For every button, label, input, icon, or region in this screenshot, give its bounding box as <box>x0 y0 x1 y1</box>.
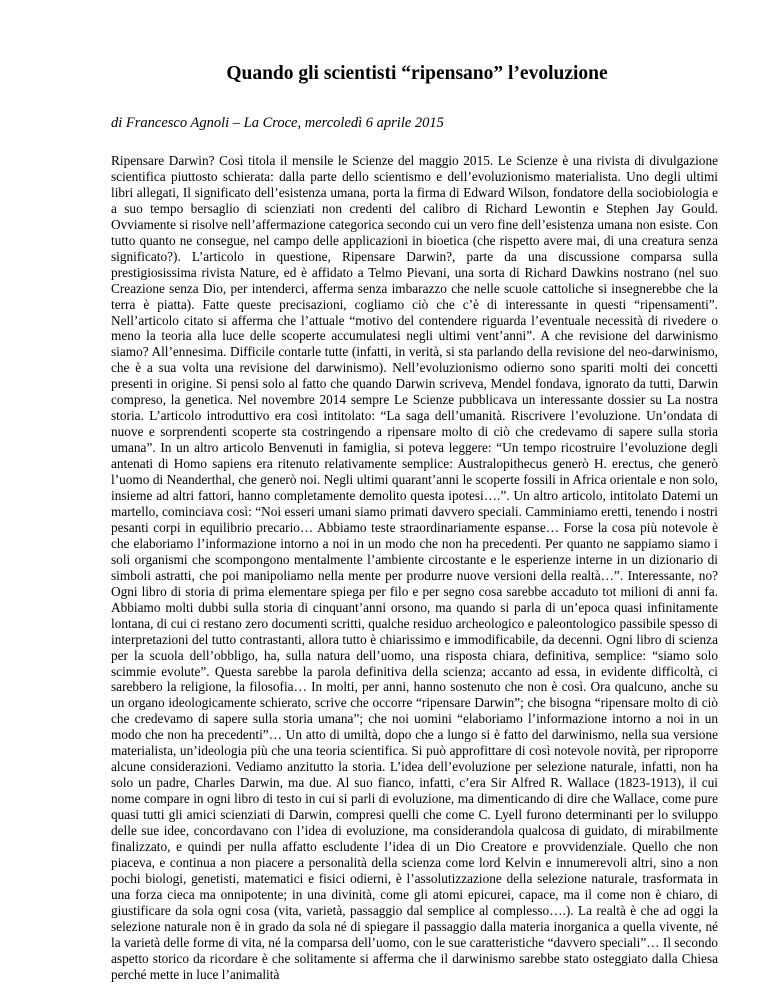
article-body: Ripensare Darwin? Così titola il mensile le Scienze del maggio 2015. Le Scienze è una rivista di divulgazione scientifica piuttosto schierata: dalla parte dello scientismo e dell’evoluzionismo materialista. Uno degli ultimi libri allegati, Il significato dell’esistenza umana, porta la firma di Edward Wilson, fondatore della sociobiologia e a suo tempo bersaglio di scienziati non credenti del calibro di Richard Lewontin e Stephen Jay Gould. Ovviamente si risolve nell’affermazione categorica secondo cui un vero fine dell’esistenza umana non esiste. Con tutto quanto ne consegue, nel campo delle applicazioni in bioetica (che rispetto avere mai, di una creatura senza significato?). L’articolo in questione, Ripensare Darwin?, parte da una discussione comparsa sulla prestigiosissima rivista Nature, ed è affidato a Telmo Pievani, una sorta di Richard Dawkins nostrano (nel suo Creazione senza Dio, per intenderci, afferma senza imbarazzo che nelle scuole cattoliche si insegnerebbe che la terra è piatta). Fatte queste precisazioni, cogliamo ciò che c’è di interessante in questi “ripensamenti”. Nell’articolo citato si afferma che l’attuale “motivo del contendere riguarda l’eventuale necessità di rivedere o meno la teoria alla luce delle scoperte accumulatesi negli ultimi vent’anni”. A che revisione del darwinismo siamo? All’ennesima. Difficile contarle tutte (infatti, in verità, si sta parlando della revisione del neo-darwinismo, che è a sua volta una revisione del darwinismo). Nell’evoluzionismo odierno sono spariti molti dei concetti presenti in origine. Si pensi solo al fatto che quando Darwin scriveva, Mendel fondava, ignorato da tutti, Darwin compreso, la genetica. Nel novembre 2014 sempre Le Scienze pubblicava un interessante dossier su La nostra storia. L’articolo introduttivo era così intitolato: “La saga dell’umanità. Riscrivere l’evoluzione. Un’ondata di nuove e sorprendenti scoperte sta costringendo a ripensare molto di ciò che credevamo di sapere sulla storia umana”. In un altro articolo Benvenuti in famiglia, si poteva leggere: “Un tempo ricostruire l’evoluzione degli antenati di Homo sapiens era ritenuto relativamente semplice: Australopithecus generò H. erectus, che generò l’uomo di Neanderthal, che generò noi. Negli ultimi quarant’anni le scoperte fossili in Africa orientale e non solo, insieme ad altri fattori, hanno completamente demolito questa ipotesi….”. Un altro articolo, intitolato Datemi un martello, cominciava così: “Noi esseri umani siamo primati davvero speciali. Camminiamo eretti, tenendo i nostri pesanti corpi in equilibrio precario… Abbiamo teste straordinariamente espanse… Forse la cosa più notevole è che elaboriamo l’informazione intorno a noi in un modo che non ha precedenti. Per quanto ne sappiamo siamo i soli organismi che scompongono mentalmente l’ambiente circostante e le esperienze interne in un dizionario di simboli astratti, che poi manipoliamo nella mente per produrre nuove versioni della realtà…”. Interessante, no? Ogni libro di storia di prima elementare spiega per filo e per segno cosa sarebbe accaduto tot milioni di anni fa. Abbiamo molti dubbi sulla storia di cinquant’anni orsono, ma quando si parla di un’epoca quasi infinitamente lontana, di cui ci restano zero documenti scritti, qualche residuo archeologico e paleontologico passibile spesso di interpretazioni del tutto contrastanti, allora tutto è chiarissimo e immodificabile, da decenni. Ogni libro di scienza per la scuola dell’obbligo, ha, sulla natura dell’uomo, una risposta chiara, definitiva, semplice: “siamo solo scimmie evolute”. Questa sarebbe la parola definitiva della scienza; accanto ad essa, in evidente difficoltà, ci sarebbero la religione, la filosofia… In molti, per anni, hanno sostenuto che non è così. Ora qualcuno, anche su un organo ideologicamente schierato, scrive che occorre “ripensare Darwin”; che bisogna “ripensare molto di ciò che credevamo di sapere sulla storia umana”; che noi uomini “elaboriamo l’informazione intorno a noi in un modo che non ha precedenti”… Un atto di umiltà, dopo che a lungo si è fatto del darwinismo, nella sua versione materialista, un’ideologia più che una teoria scientifica. Si può approfittare di così notevole novità, per riproporre alcune considerazioni. Vediamo anzitutto la storia. L’idea dell’evoluzione per selezione naturale, infatti, non ha solo un padre, Charles Darwin, ma due. Al suo fianco, infatti, c’era Sir Alfred R. Wallace (1823-1913), il cui nome compare in ogni libro di testo in cui si parli di evoluzione, ma dimenticando di dire che Wallace, come pure quasi tutti gli amici scienziati di Darwin, compresi quelli che come C. Lyell furono determinanti per lo sviluppo delle sue idee, concordavano con l’idea di evoluzione, ma considerandola qualcosa di guidato, di mirabilmente finalizzato, e quindi per nulla affatto escludente l’idea di un Dio Creatore e provvidenziale. Quello che non piaceva, e continua a non piacere a personalità della scienza come lord Kelvin e innumerevoli altri, sino a non pochi biologi, genetisti, matematici e fisici odierni, è l’assolutizzazione della selezione naturale, trasformata in una forza cieca ma onnipotente; in una divinità, come gli atomi epicurei, capace, ma il come non è chiaro, di giustificare da sola ogni cosa (vita, varietà, passaggio dal semplice al complesso….). La realtà è che ad oggi la selezione naturale non è in grado da sola né di spiegare il passaggio dalla materia inorganica a quella vivente, né la varietà delle forme di vita, né la comparsa dell’uomo, con le sue caratteristiche “davvero speciali”… Il secondo aspetto storico da ricordare è che solitamente si afferma che il darwinismo sarebbe stato osteggiato dalla Chiesa perché mette in luce l’animalità <box>111 153 718 982</box>
article-title: Quando gli scientisti “ripensano” l’evoluzione <box>226 63 608 84</box>
article-byline: di Francesco Agnoli – La Croce, mercoledì 6 aprile 2015 <box>111 115 444 131</box>
